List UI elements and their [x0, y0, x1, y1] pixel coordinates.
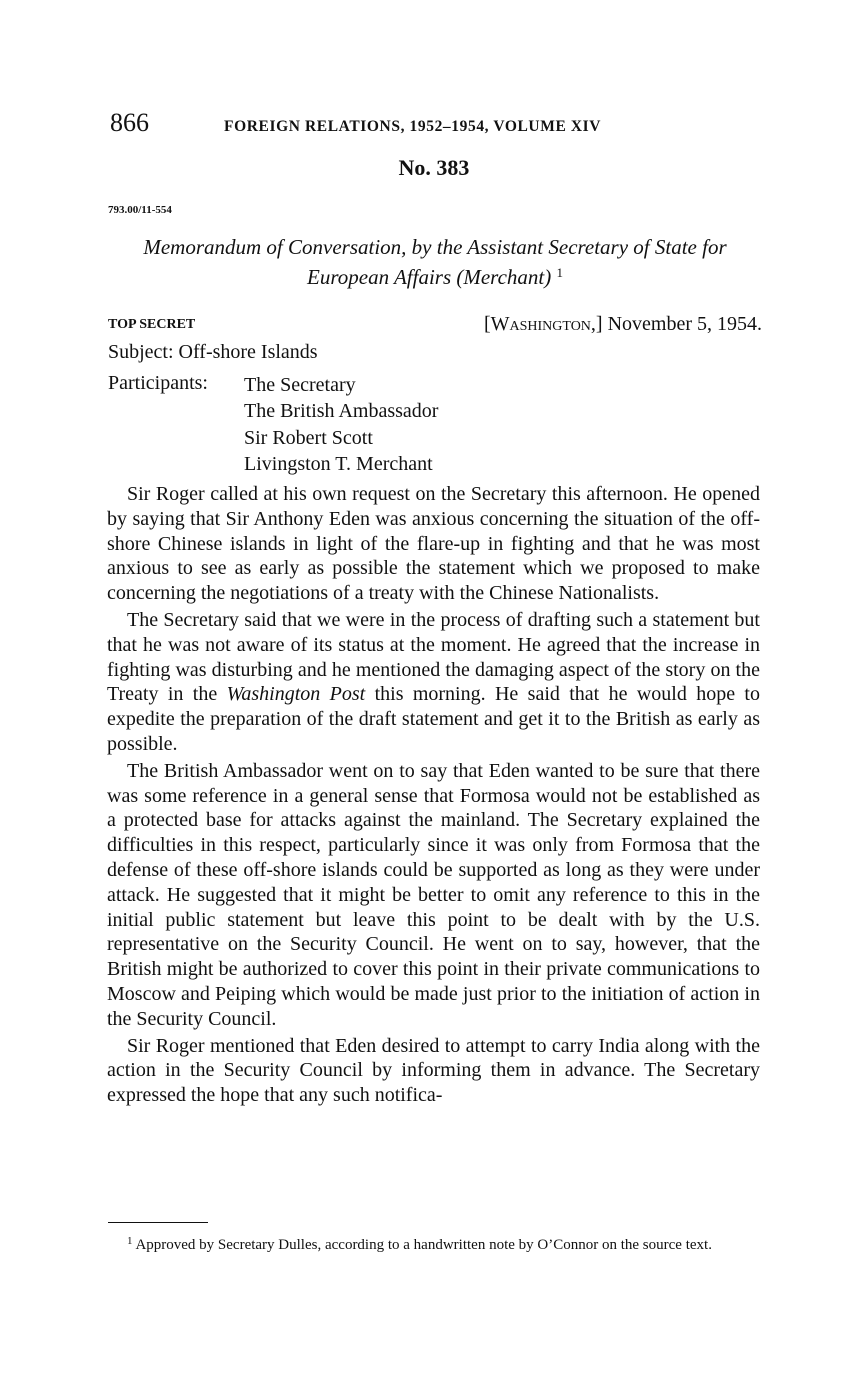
participant: Livingston T. Merchant [244, 452, 433, 475]
footnote-marker: 1 [127, 1235, 133, 1247]
participants-list [244, 372, 438, 477]
document-number: No. 383 [398, 155, 470, 180]
running-title: FOREIGN RELATIONS, 1952–1954, VOLUME XIV [224, 118, 602, 135]
date: November 5, 1954. [607, 313, 762, 335]
classification: TOP SECRET [108, 317, 196, 332]
paragraph: Sir Roger mentioned that Eden desired to attempt to carry India along with the action in the Security Council by informing them in advance. The Secretary expressed the hope that any such notifica- [107, 1034, 760, 1107]
paragraph: Sir Roger called at his own request on the Secretary this afternoon. He opened by saying that Sir Anthony Eden was anxious concerning the situation of the off-shore Chinese islands in light of the flare-up in fighting and that he was most anxious to see as early as possible the statement which we proposed to make concerning the negotiations of a treaty with the Chinese Nationalists. [107, 483, 760, 605]
memo-title-text: Memorandum of Conversation, by the Assistant Secretary of State for European Affairs (Merchant) [143, 235, 727, 289]
participant: Sir Robert Scott [244, 426, 373, 449]
participants-label: Participants: [108, 372, 208, 394]
participant: The British Ambassador [244, 400, 439, 423]
paragraph-text: this morning. He said that he would hope to expedite the preparation of the draft statement and get it to the British as early as possible. [107, 683, 760, 755]
title-footnote-marker: 1 [556, 265, 563, 280]
place: [Washington,] [483, 313, 603, 335]
newspaper-title: Washington Post [226, 683, 366, 706]
footnote-rule [108, 1222, 208, 1223]
paragraph-text: The Secretary said that we were in the process of drafting such a statement but that he was not aware of its status at the moment. He agreed that the increase in fighting was disturbing and he mentioned the damaging aspect of the story on the Treaty in the [107, 608, 760, 706]
place-date [484, 313, 762, 336]
participant: The Secretary [244, 374, 356, 396]
memo-title [110, 234, 760, 290]
subject-line: Subject: Off-shore Islands [108, 341, 318, 363]
footnote-text: Approved by Secretary Dulles, according to a handwritten note by O’Connor on the source text. [135, 1237, 712, 1253]
page-number: 866 [110, 108, 149, 137]
file-number: 793.00/11-554 [108, 204, 172, 216]
footnote [107, 1232, 760, 1255]
paragraph [107, 608, 760, 757]
memo-body [107, 482, 760, 1110]
paragraph: The British Ambassador went on to say that Eden wanted to be sure that there was some reference in a general sense that Formosa would not be established as a protected base for attacks against the mainland. The Secretary explained the difficulties in this respect, particularly since it was only from Formosa that the defense of these off-shore islands could be supported as long as they were under attack. He suggested that it might be better to omit any reference to this in the initial public statement but leave this point to be dealt with by the U.S. representative on the Security Council. He went on to say, however, that the British might be authorized to cover this point in their private communications to Moscow and Peiping which would be made just prior to the initiation of action in the Security Council. [107, 759, 760, 1030]
